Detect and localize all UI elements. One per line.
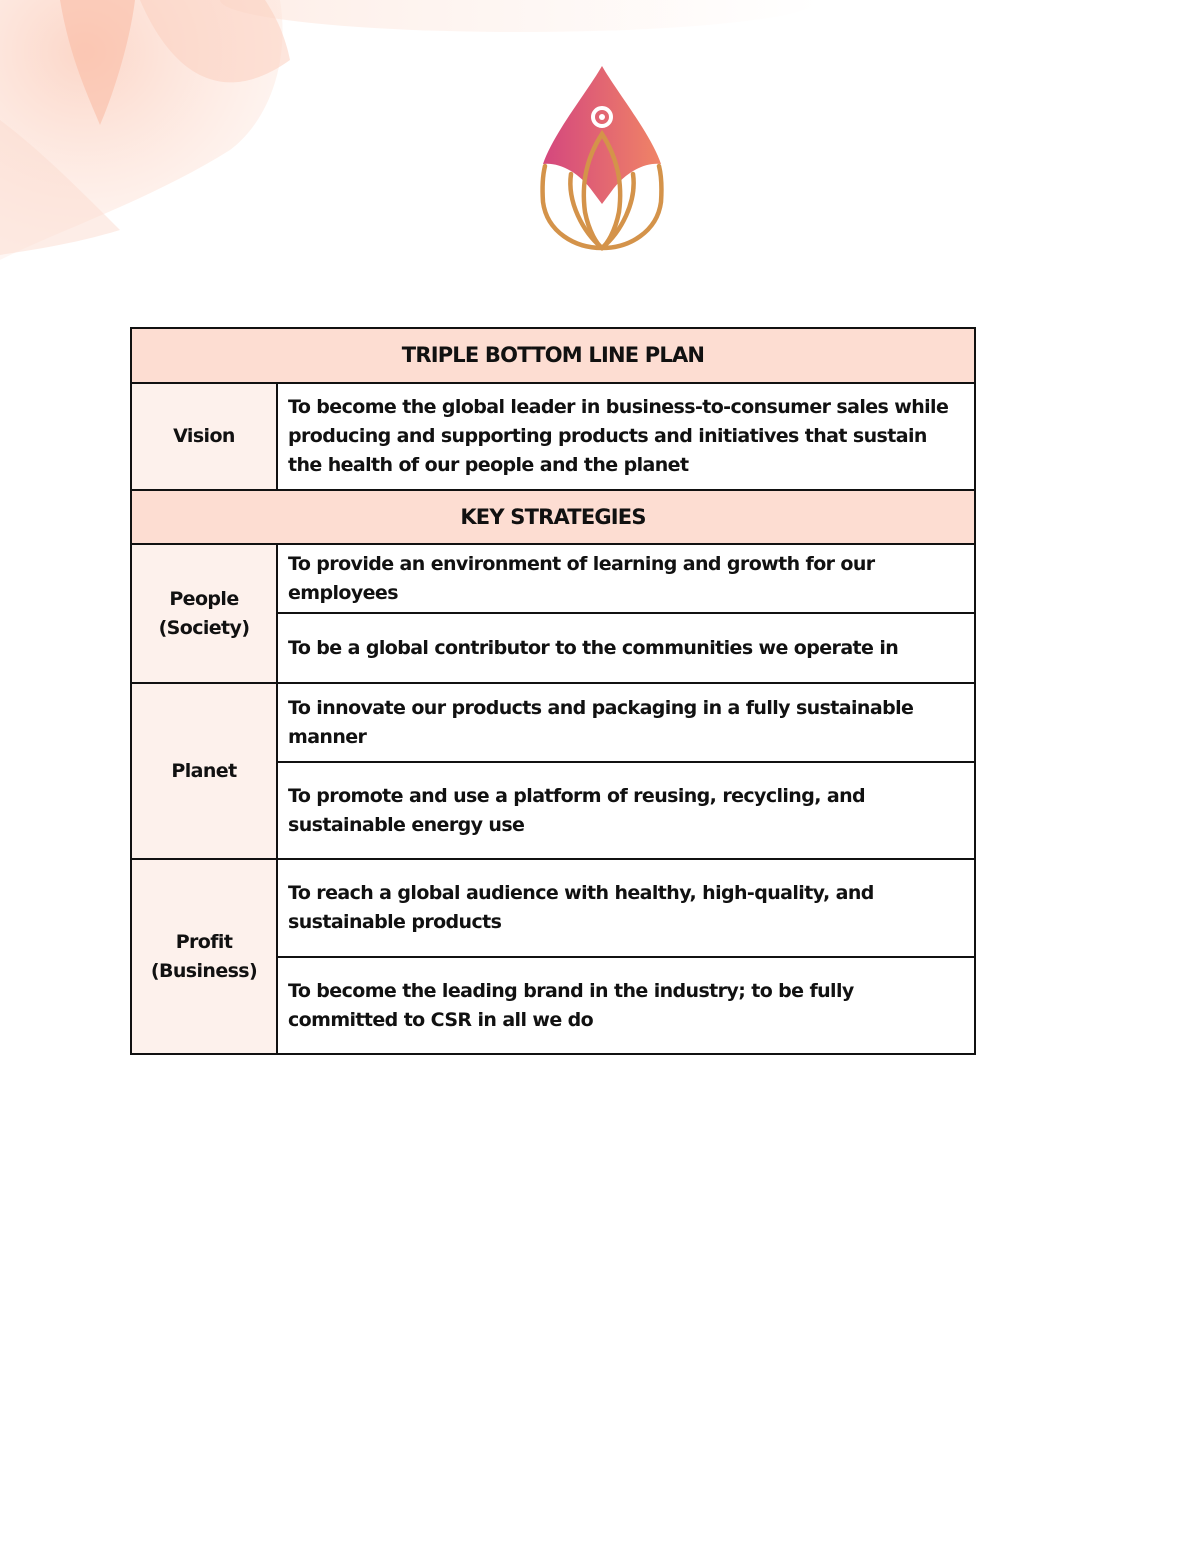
vision-label: Vision [131, 383, 277, 490]
people-strategy-2: To be a global contributor to the communities we operate in [277, 613, 975, 683]
profit-label [131, 859, 277, 1054]
planet-strategy-2: To promote and use a platform of reusing, recycling, and sustainable energy use [277, 762, 975, 859]
table-title: TRIPLE BOTTOM LINE PLAN [131, 328, 975, 383]
profit-label-line1: Profit [175, 930, 233, 953]
key-strategies-header: KEY STRATEGIES [131, 490, 975, 544]
profit-strategy-1: To reach a global audience with healthy, high-quality, and sustainable products [277, 859, 975, 957]
vision-text: To become the global leader in business-to-consumer sales while producing and supporting products and initiatives that sustain the health of our people and the planet [277, 383, 975, 490]
people-label [131, 544, 277, 683]
profit-label-line2: (Business) [150, 959, 258, 982]
lotus-drop-logo-icon [535, 62, 669, 256]
planet-strategy-1: To innovate our products and packaging in a fully sustainable manner [277, 683, 975, 762]
triple-bottom-line-table [130, 327, 976, 1055]
people-strategy-1: To provide an environment of learning and growth for our employees [277, 544, 975, 613]
background-petals-decoration [0, 0, 820, 300]
people-label-line2: (Society) [158, 616, 250, 639]
planet-label: Planet [131, 683, 277, 859]
people-label-line1: People [169, 587, 239, 610]
profit-strategy-2: To become the leading brand in the industry; to be fully committed to CSR in all we do [277, 957, 975, 1054]
